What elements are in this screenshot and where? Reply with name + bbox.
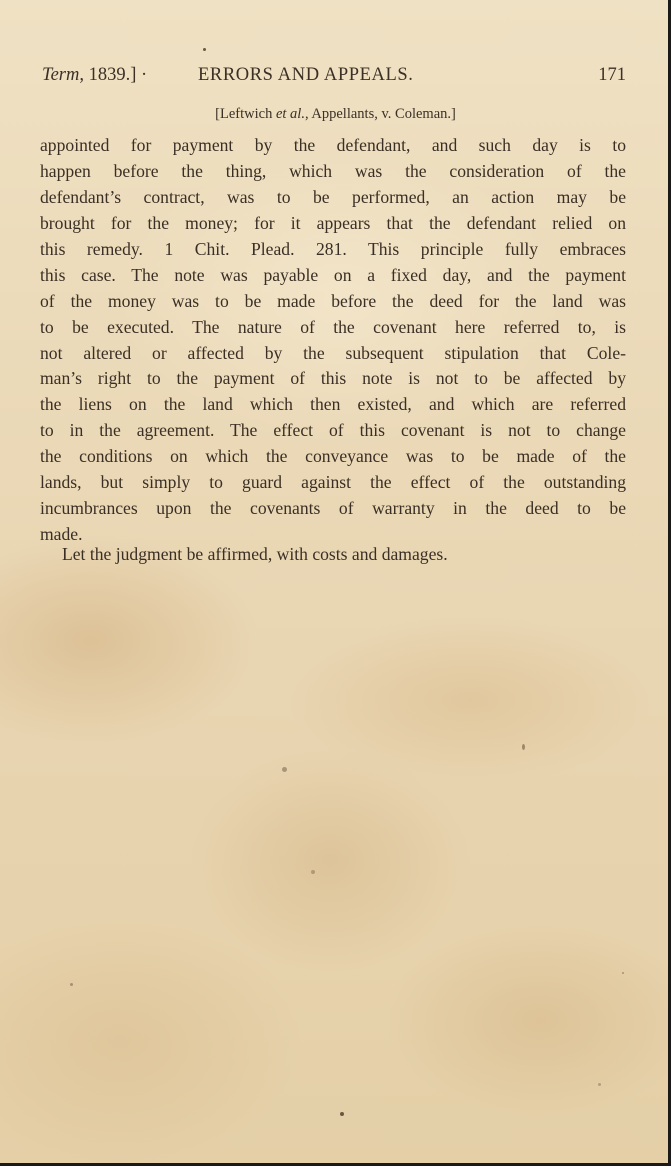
running-head-term — [42, 62, 147, 88]
body-line: defendant’s contract, was to be performed, an action may be — [40, 186, 626, 207]
body-line: man’s right to the payment of this note is not to be affected by — [40, 368, 626, 389]
body-line: made. — [40, 524, 83, 545]
page-number: 171 — [598, 65, 626, 85]
paper-speck — [203, 48, 206, 51]
body-line: the liens on the land which then existed, and which are referred — [40, 394, 626, 415]
term-word: Term, — [42, 65, 84, 85]
paper-speck — [522, 744, 525, 750]
paper-speck — [340, 1112, 344, 1116]
paper-speck — [622, 972, 624, 974]
body-paragraph — [40, 133, 626, 548]
body-line: this remedy. 1 Chit. Plead. 281. This principle fully embraces — [40, 238, 626, 259]
paper-speck — [70, 983, 73, 986]
running-head — [42, 62, 626, 88]
body-line: lands, but simply to guard against the effect of the outstanding — [40, 472, 626, 493]
body-line: this case. The note was payable on a fixed day, and the payment — [40, 264, 626, 285]
paper-speck — [311, 870, 315, 874]
running-head-separator: · — [141, 65, 148, 85]
body-line: incumbrances upon the covenants of warranty in the deed to be — [40, 498, 626, 519]
body-line: brought for the money; for it appears that the defendant relied on — [40, 212, 626, 233]
body-line: of the money was to be made before the deed for the land was — [40, 290, 626, 311]
case-caption-rest: , Appellants, v. Coleman.] — [304, 106, 456, 122]
body-line: appointed for payment by the defendant, and such day is to — [40, 135, 626, 155]
body-line: to be executed. The nature of the covenant here referred to, is — [40, 316, 626, 337]
paper-speck — [598, 1083, 601, 1086]
running-head-title: ERRORS AND APPEALS. — [198, 65, 414, 85]
case-caption-et-al: et al. — [275, 106, 305, 122]
body-line: to in the agreement. The effect of this covenant is not to change — [40, 420, 626, 441]
paper-speck — [282, 767, 287, 772]
body-line: not altered or affected by the subsequent stipulation that Cole- — [40, 342, 626, 363]
closing-line: Let the judgment be affirmed, with costs and damages. — [62, 544, 448, 564]
term-year: 1839.] — [84, 65, 137, 85]
case-caption — [0, 104, 671, 124]
body-line: happen before the thing, which was the consideration of the — [40, 160, 626, 181]
body-line: the conditions on which the conveyance was to be made of the — [40, 446, 626, 467]
case-caption-open: [Leftwich — [215, 106, 276, 122]
